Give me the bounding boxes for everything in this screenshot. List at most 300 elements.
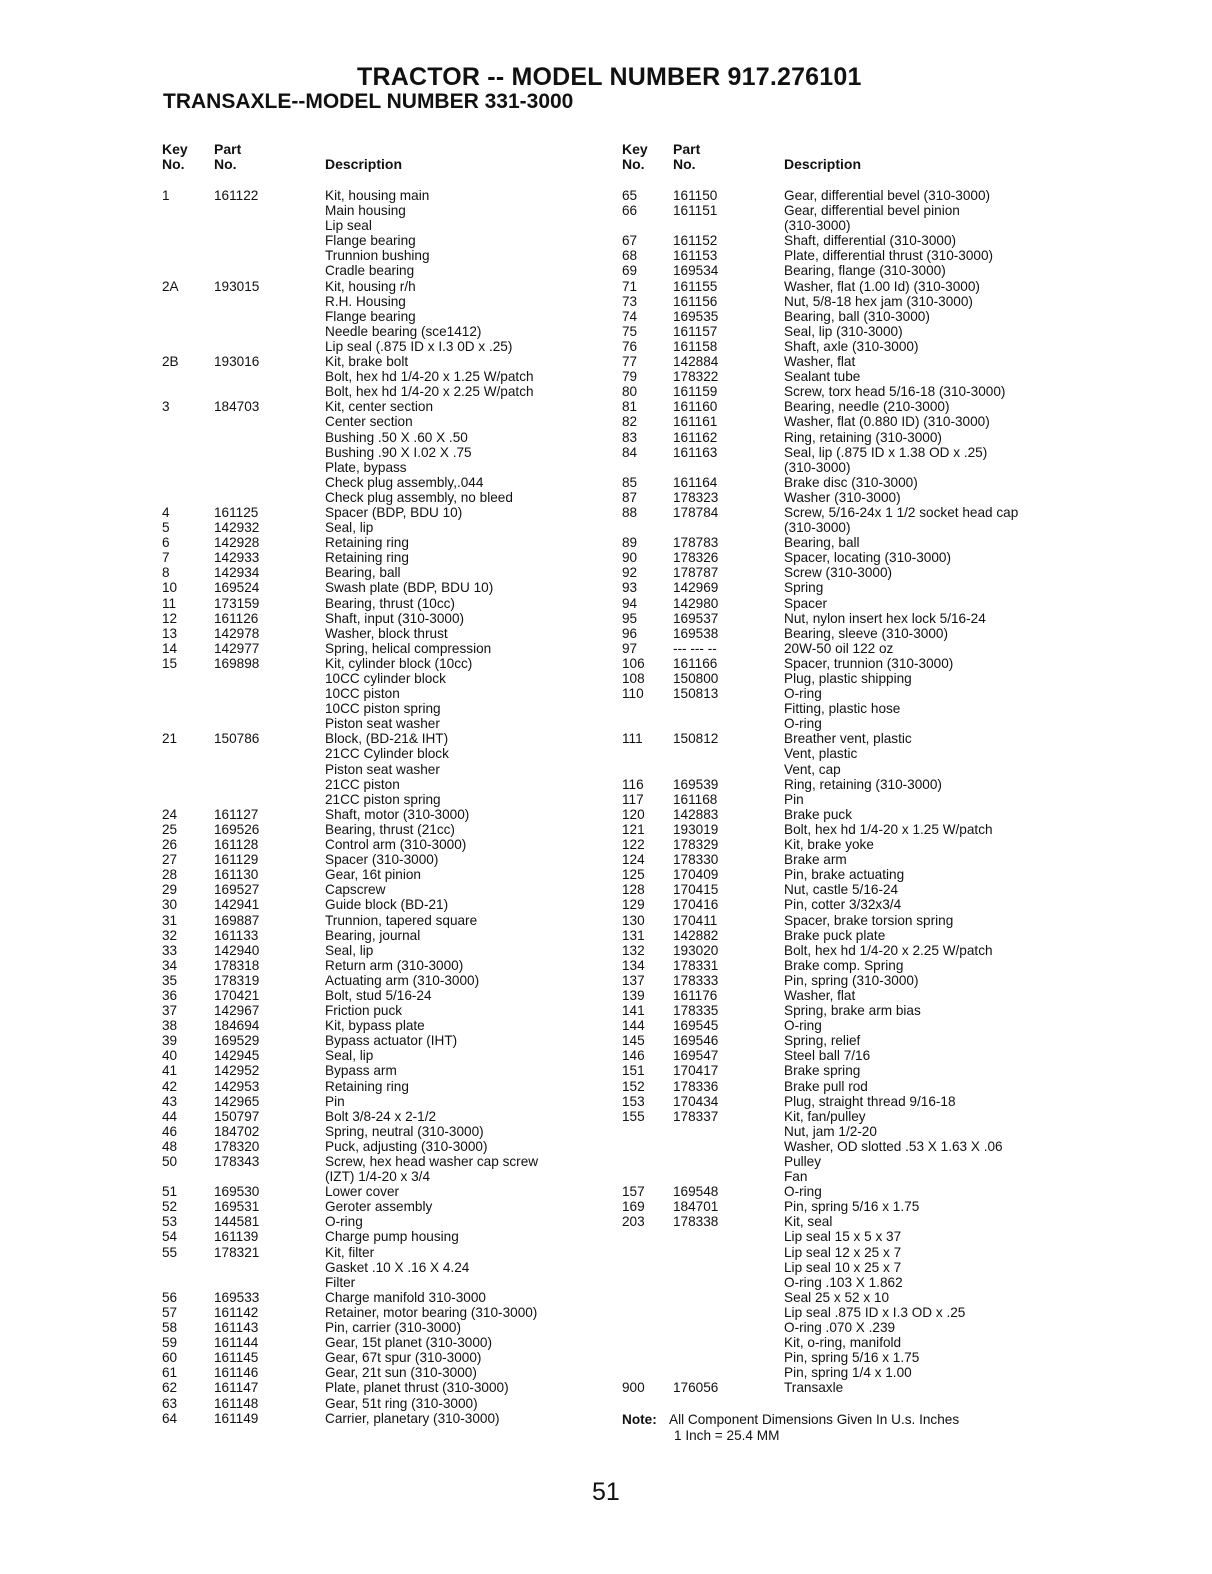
key-number: 32 bbox=[162, 927, 178, 943]
description: Seal 25 x 52 x 10 bbox=[784, 1289, 890, 1305]
description: Kit, housing r/h bbox=[325, 278, 416, 294]
table-row bbox=[162, 565, 612, 580]
part-number: 142883 bbox=[673, 806, 719, 822]
description: Spring, relief bbox=[784, 1033, 861, 1049]
table-row bbox=[162, 1169, 612, 1184]
key-number: 12 bbox=[162, 610, 178, 626]
description: Pin, cotter 3/32x3/4 bbox=[784, 897, 902, 913]
part-number: 161162 bbox=[673, 429, 718, 445]
description: Filter bbox=[325, 1274, 356, 1290]
description: 21CC Cylinder block bbox=[325, 746, 449, 762]
part-number: 169546 bbox=[673, 1033, 719, 1049]
part-number: 169530 bbox=[214, 1184, 260, 1200]
title-transaxle-model: TRANSAXLE--MODEL NUMBER 331-3000 bbox=[163, 90, 574, 113]
description: Kit, o-ring, manifold bbox=[784, 1335, 902, 1351]
table-row bbox=[162, 1184, 612, 1199]
table-row bbox=[162, 1003, 612, 1018]
key-number: 15 bbox=[162, 655, 178, 671]
description: Brake puck bbox=[784, 806, 853, 822]
description: Screw, hex head washer cap screw bbox=[325, 1154, 539, 1169]
part-number: 178320 bbox=[214, 1138, 260, 1154]
table-row bbox=[622, 565, 1062, 580]
table-row bbox=[162, 294, 612, 309]
note-line-2: 1 Inch = 25.4 MM bbox=[674, 1428, 780, 1443]
key-number: 151 bbox=[622, 1063, 645, 1079]
table-row bbox=[622, 339, 1062, 354]
description: Puck, adjusting (310-3000) bbox=[325, 1138, 488, 1154]
key-number: 4 bbox=[162, 504, 170, 520]
description: Piston seat washer bbox=[325, 761, 440, 777]
table-row bbox=[162, 248, 612, 263]
key-number: 117 bbox=[622, 791, 644, 807]
part-number: 161143 bbox=[214, 1320, 259, 1336]
key-number: 36 bbox=[162, 987, 178, 1003]
description: Kit, brake bolt bbox=[325, 354, 409, 370]
part-number: 161146 bbox=[214, 1365, 259, 1381]
description: O-ring bbox=[325, 1214, 363, 1230]
table-row bbox=[622, 1305, 1062, 1320]
key-number: 2B bbox=[162, 354, 179, 370]
key-number: 29 bbox=[162, 882, 178, 898]
description: Pin bbox=[784, 791, 804, 807]
part-number: 161168 bbox=[673, 791, 718, 807]
part-number: 169535 bbox=[673, 308, 719, 324]
description: Washer, flat bbox=[784, 354, 856, 370]
part-number: 161176 bbox=[673, 987, 718, 1003]
description: Friction puck bbox=[325, 1003, 403, 1019]
description: Bearing, thrust (10cc) bbox=[325, 595, 455, 611]
table-row bbox=[622, 731, 1062, 746]
table-row bbox=[162, 354, 612, 369]
header-key-no: Key No. bbox=[162, 141, 188, 172]
description: Breather vent, plastic bbox=[784, 731, 912, 747]
part-number: 161147 bbox=[214, 1380, 259, 1396]
description: Check plug assembly,.044 bbox=[325, 474, 484, 490]
part-number: 161148 bbox=[214, 1395, 259, 1411]
key-number: 153 bbox=[622, 1093, 645, 1109]
description: 10CC piston spring bbox=[325, 701, 441, 717]
table-row bbox=[162, 671, 612, 686]
description: Pulley bbox=[784, 1154, 822, 1169]
description: Fitting, plastic hose bbox=[784, 701, 901, 717]
part-number: 161127 bbox=[214, 806, 259, 822]
description: Kit, center section bbox=[325, 399, 434, 415]
part-number: 169526 bbox=[214, 821, 260, 837]
table-row bbox=[622, 626, 1062, 641]
description: Seal, lip bbox=[325, 942, 374, 958]
description: Control arm (310-3000) bbox=[325, 837, 467, 853]
table-row bbox=[622, 1275, 1062, 1290]
part-number: 142945 bbox=[214, 1048, 260, 1064]
table-row bbox=[622, 580, 1062, 595]
table-row bbox=[162, 611, 612, 626]
key-number: 68 bbox=[622, 248, 638, 264]
key-number: 94 bbox=[622, 595, 638, 611]
key-number: 66 bbox=[622, 203, 638, 219]
description: Geroter assembly bbox=[325, 1199, 433, 1215]
key-number: 1 bbox=[162, 188, 170, 203]
part-number: 161156 bbox=[673, 293, 718, 309]
description: Bolt, hex hd 1/4-20 x 2.25 W/patch bbox=[784, 942, 993, 958]
description: Shaft, axle (310-3000) bbox=[784, 338, 919, 354]
table-row bbox=[622, 1139, 1062, 1154]
part-number: 161142 bbox=[214, 1304, 259, 1320]
description: Gear, 21t sun (310-3000) bbox=[325, 1365, 477, 1381]
key-number: 106 bbox=[622, 655, 645, 671]
table-row bbox=[162, 580, 612, 595]
description: 20W-50 oil 122 oz bbox=[784, 640, 894, 656]
table-row bbox=[622, 1154, 1062, 1169]
table-row bbox=[622, 294, 1062, 309]
key-number: 64 bbox=[162, 1410, 178, 1426]
description: Washer, flat (1.00 Id) (310-3000) bbox=[784, 278, 980, 294]
table-row bbox=[622, 928, 1062, 943]
part-number: 144581 bbox=[214, 1214, 260, 1230]
table-row bbox=[162, 1048, 612, 1063]
table-row bbox=[622, 1124, 1062, 1139]
table-row bbox=[622, 218, 1062, 233]
description: Bearing, ball bbox=[325, 565, 401, 581]
description: Washer (310-3000) bbox=[784, 489, 901, 505]
description: Seal, lip (310-3000) bbox=[784, 323, 903, 339]
table-row bbox=[622, 520, 1062, 535]
header-description: Description bbox=[784, 156, 862, 172]
table-row bbox=[162, 475, 612, 490]
table-row bbox=[162, 852, 612, 867]
key-number: 14 bbox=[162, 640, 178, 656]
key-number: 43 bbox=[162, 1093, 178, 1109]
table-row bbox=[162, 731, 612, 746]
table-row bbox=[622, 1184, 1062, 1199]
key-number: 5 bbox=[162, 520, 170, 536]
part-number: 161152 bbox=[673, 233, 718, 249]
table-row bbox=[622, 1033, 1062, 1048]
description: Gear, differential bevel (310-3000) bbox=[784, 188, 991, 203]
description: Needle bearing (sce1412) bbox=[325, 323, 482, 339]
table-row bbox=[162, 792, 612, 807]
description: Vent, plastic bbox=[784, 746, 858, 762]
table-row bbox=[622, 535, 1062, 550]
part-number: 161164 bbox=[673, 474, 718, 490]
table-row bbox=[622, 1365, 1062, 1380]
description: Bearing, ball (310-3000) bbox=[784, 308, 930, 324]
table-row bbox=[622, 1094, 1062, 1109]
table-row bbox=[622, 1063, 1062, 1078]
description: Screw (310-3000) bbox=[784, 565, 893, 581]
table-row bbox=[162, 762, 612, 777]
description: Lip seal (.875 ID x I.3 0D x .25) bbox=[325, 338, 513, 354]
column-header bbox=[622, 140, 1062, 188]
key-number: 2A bbox=[162, 278, 179, 294]
table-row bbox=[622, 792, 1062, 807]
table-row bbox=[622, 867, 1062, 882]
description: Pin, brake actuating bbox=[784, 867, 905, 883]
table-row bbox=[622, 1048, 1062, 1063]
table-row bbox=[162, 324, 612, 339]
part-number: 169529 bbox=[214, 1033, 260, 1049]
key-number: 108 bbox=[622, 671, 645, 686]
table-row bbox=[622, 641, 1062, 656]
table-row bbox=[162, 445, 612, 460]
description: Seal, lip (.875 ID x 1.38 OD x .25) bbox=[784, 444, 988, 460]
description: Retaining ring bbox=[325, 535, 409, 551]
description: Bolt, hex hd 1/4-20 x 1.25 W/patch bbox=[325, 369, 534, 385]
table-row bbox=[162, 656, 612, 671]
part-number: 169548 bbox=[673, 1184, 719, 1200]
description: Bypass arm bbox=[325, 1063, 397, 1079]
table-row bbox=[622, 882, 1062, 897]
key-number: 120 bbox=[622, 806, 645, 822]
description: Bearing, needle (210-3000) bbox=[784, 399, 950, 415]
key-number: 44 bbox=[162, 1108, 178, 1124]
description: (IZT) 1/4-20 x 3/4 bbox=[325, 1169, 431, 1185]
part-number: 161130 bbox=[214, 867, 259, 883]
key-number: 28 bbox=[162, 867, 178, 883]
description: Plug, plastic shipping bbox=[784, 671, 912, 686]
description: Bearing, thrust (21cc) bbox=[325, 821, 455, 837]
table-row bbox=[622, 233, 1062, 248]
table-row bbox=[162, 1063, 612, 1078]
description: Pin, spring 5/16 x 1.75 bbox=[784, 1199, 920, 1215]
key-number: 85 bbox=[622, 474, 638, 490]
description: Kit, fan/pulley bbox=[784, 1108, 866, 1124]
description: Kit, cylinder block (10cc) bbox=[325, 655, 473, 671]
parts-column-left bbox=[162, 140, 612, 1426]
description: Kit, bypass plate bbox=[325, 1018, 425, 1034]
part-number: 193019 bbox=[673, 821, 719, 837]
part-number: 193016 bbox=[214, 354, 260, 370]
description: Piston seat washer bbox=[325, 716, 440, 732]
part-number: 169538 bbox=[673, 625, 719, 641]
key-number: 111 bbox=[622, 731, 643, 747]
key-number: 21 bbox=[162, 731, 178, 747]
part-number: 169534 bbox=[673, 263, 719, 279]
key-number: 26 bbox=[162, 837, 178, 853]
header-part-no: Part No. bbox=[673, 141, 701, 172]
part-number: 161149 bbox=[214, 1410, 259, 1426]
part-number: 161129 bbox=[214, 852, 259, 868]
description: O-ring bbox=[784, 1184, 822, 1200]
description: Vent, cap bbox=[784, 761, 841, 777]
key-number: 10 bbox=[162, 580, 178, 596]
table-row bbox=[622, 973, 1062, 988]
description: (310-3000) bbox=[784, 218, 851, 234]
table-row bbox=[162, 913, 612, 928]
table-row bbox=[162, 596, 612, 611]
key-number: 27 bbox=[162, 852, 178, 868]
table-row bbox=[162, 1245, 612, 1260]
part-number: 169539 bbox=[673, 776, 719, 792]
table-row bbox=[622, 897, 1062, 912]
description: Brake spring bbox=[784, 1063, 861, 1079]
table-row bbox=[162, 203, 612, 218]
key-number: 145 bbox=[622, 1033, 645, 1049]
key-number: 134 bbox=[622, 957, 645, 973]
part-number: 170409 bbox=[673, 867, 719, 883]
table-row bbox=[622, 1214, 1062, 1229]
key-number: 61 bbox=[162, 1365, 178, 1381]
table-row bbox=[162, 233, 612, 248]
description: Shaft, motor (310-3000) bbox=[325, 806, 470, 822]
description: Brake pull rod bbox=[784, 1078, 868, 1094]
part-number: 161126 bbox=[214, 610, 259, 626]
part-number: 170411 bbox=[673, 912, 718, 928]
description: Bolt 3/8-24 x 2-1/2 bbox=[325, 1108, 437, 1124]
table-row bbox=[162, 263, 612, 278]
description: Retaining ring bbox=[325, 550, 409, 566]
table-row bbox=[162, 626, 612, 641]
table-row bbox=[162, 339, 612, 354]
key-number: 25 bbox=[162, 821, 178, 837]
key-number: 7 bbox=[162, 550, 170, 566]
key-number: 51 bbox=[162, 1184, 178, 1200]
description: Carrier, planetary (310-3000) bbox=[325, 1410, 500, 1426]
key-number: 58 bbox=[162, 1320, 178, 1336]
description: O-ring bbox=[784, 1018, 822, 1034]
description: Lip seal 10 x 25 x 7 bbox=[784, 1259, 902, 1275]
description: Nut, jam 1/2-20 bbox=[784, 1123, 877, 1139]
description: Spacer (BDP, BDU 10) bbox=[325, 504, 463, 520]
table-row bbox=[162, 399, 612, 414]
description: Main housing bbox=[325, 203, 406, 219]
description: 21CC piston spring bbox=[325, 791, 441, 807]
description: Cradle bearing bbox=[325, 263, 415, 279]
table-row bbox=[162, 701, 612, 716]
part-number: --- --- -- bbox=[673, 640, 717, 656]
description: Bushing .90 X I.02 X .75 bbox=[325, 444, 472, 460]
part-number: 169531 bbox=[214, 1199, 260, 1215]
table-row bbox=[162, 1214, 612, 1229]
description: Kit, brake yoke bbox=[784, 837, 874, 853]
part-number: 193020 bbox=[673, 942, 719, 958]
description: Bushing .50 X .60 X .50 bbox=[325, 429, 468, 445]
key-number: 900 bbox=[622, 1380, 645, 1396]
key-number: 3 bbox=[162, 399, 170, 415]
key-number: 157 bbox=[622, 1184, 645, 1200]
description: Gear, 67t spur (310-3000) bbox=[325, 1350, 482, 1366]
key-number: 60 bbox=[162, 1350, 178, 1366]
key-number: 128 bbox=[622, 882, 645, 898]
description: Steel ball 7/16 bbox=[784, 1048, 871, 1064]
description: Brake comp. Spring bbox=[784, 957, 904, 973]
part-number: 169898 bbox=[214, 655, 260, 671]
key-number: 129 bbox=[622, 897, 645, 913]
description: Shaft, input (310-3000) bbox=[325, 610, 465, 626]
key-number: 131 bbox=[622, 927, 645, 943]
description: Brake disc (310-3000) bbox=[784, 474, 918, 490]
part-number: 142978 bbox=[214, 625, 260, 641]
table-row bbox=[162, 218, 612, 233]
part-number: 170421 bbox=[214, 987, 260, 1003]
key-number: 139 bbox=[622, 987, 645, 1003]
part-number: 161122 bbox=[214, 188, 259, 203]
table-row bbox=[622, 1199, 1062, 1214]
part-number: 142980 bbox=[673, 595, 719, 611]
description: Gasket .10 X .16 X 4.24 bbox=[325, 1259, 470, 1275]
description: Retaining ring bbox=[325, 1078, 409, 1094]
part-number: 142941 bbox=[214, 897, 260, 913]
key-number: 52 bbox=[162, 1199, 178, 1215]
part-number: 184694 bbox=[214, 1018, 260, 1034]
table-row bbox=[622, 203, 1062, 218]
part-number: 169524 bbox=[214, 580, 260, 596]
key-number: 110 bbox=[622, 686, 644, 702]
part-number: 184703 bbox=[214, 399, 260, 415]
key-number: 95 bbox=[622, 610, 638, 626]
description: Seal, lip bbox=[325, 520, 374, 536]
part-number: 150786 bbox=[214, 731, 260, 747]
description: Check plug assembly, no bleed bbox=[325, 489, 513, 505]
part-number: 178338 bbox=[673, 1214, 719, 1230]
key-number: 69 bbox=[622, 263, 638, 279]
table-row bbox=[622, 671, 1062, 686]
key-number: 67 bbox=[622, 233, 638, 249]
description: Bolt, hex hd 1/4-20 x 1.25 W/patch bbox=[784, 821, 993, 837]
description: Lip seal 15 x 5 x 37 bbox=[784, 1229, 902, 1245]
description: Fan bbox=[784, 1169, 808, 1185]
part-number: 169537 bbox=[673, 610, 719, 626]
description: Guide block (BD-21) bbox=[325, 897, 449, 913]
description: Bearing, journal bbox=[325, 927, 421, 943]
table-row bbox=[162, 988, 612, 1003]
description: Plug, straight thread 9/16-18 bbox=[784, 1093, 956, 1109]
key-number: 80 bbox=[622, 384, 638, 400]
key-number: 152 bbox=[622, 1078, 645, 1094]
part-number: 178333 bbox=[673, 972, 719, 988]
description: Spacer bbox=[784, 595, 828, 611]
table-row bbox=[162, 188, 612, 203]
description: Pin, carrier (310-3000) bbox=[325, 1320, 461, 1336]
part-number: 161139 bbox=[214, 1229, 259, 1245]
column-header bbox=[162, 140, 612, 188]
key-number: 63 bbox=[162, 1395, 178, 1411]
table-row bbox=[162, 1094, 612, 1109]
key-number: 90 bbox=[622, 550, 638, 566]
key-number: 137 bbox=[622, 972, 645, 988]
table-row bbox=[622, 369, 1062, 384]
key-number: 41 bbox=[162, 1063, 178, 1079]
part-number: 150813 bbox=[673, 686, 719, 702]
table-row bbox=[162, 490, 612, 505]
key-number: 132 bbox=[622, 942, 645, 958]
key-number: 11 bbox=[162, 595, 177, 611]
description: 10CC cylinder block bbox=[325, 671, 446, 686]
description: Sealant tube bbox=[784, 369, 861, 385]
table-row bbox=[622, 475, 1062, 490]
part-number: 169887 bbox=[214, 912, 260, 928]
part-number: 142953 bbox=[214, 1078, 260, 1094]
table-row bbox=[162, 535, 612, 550]
description: Plate, differential thrust (310-3000) bbox=[784, 248, 994, 264]
key-number: 46 bbox=[162, 1123, 178, 1139]
note-label: Note: bbox=[622, 1412, 657, 1427]
key-number: 50 bbox=[162, 1154, 178, 1169]
key-number: 93 bbox=[622, 580, 638, 596]
key-number: 155 bbox=[622, 1108, 645, 1124]
part-number: 169547 bbox=[673, 1048, 719, 1064]
table-row bbox=[622, 913, 1062, 928]
part-number: 170416 bbox=[673, 897, 719, 913]
description: Spring, helical compression bbox=[325, 640, 492, 656]
description: Washer, flat (0.880 ID) (310-3000) bbox=[784, 414, 990, 430]
table-row bbox=[162, 1380, 612, 1395]
table-row bbox=[622, 1245, 1062, 1260]
table-row bbox=[162, 943, 612, 958]
table-row bbox=[162, 746, 612, 761]
description: Ring, retaining (310-3000) bbox=[784, 776, 942, 792]
description: Capscrew bbox=[325, 882, 386, 898]
part-number: 184701 bbox=[673, 1199, 719, 1215]
